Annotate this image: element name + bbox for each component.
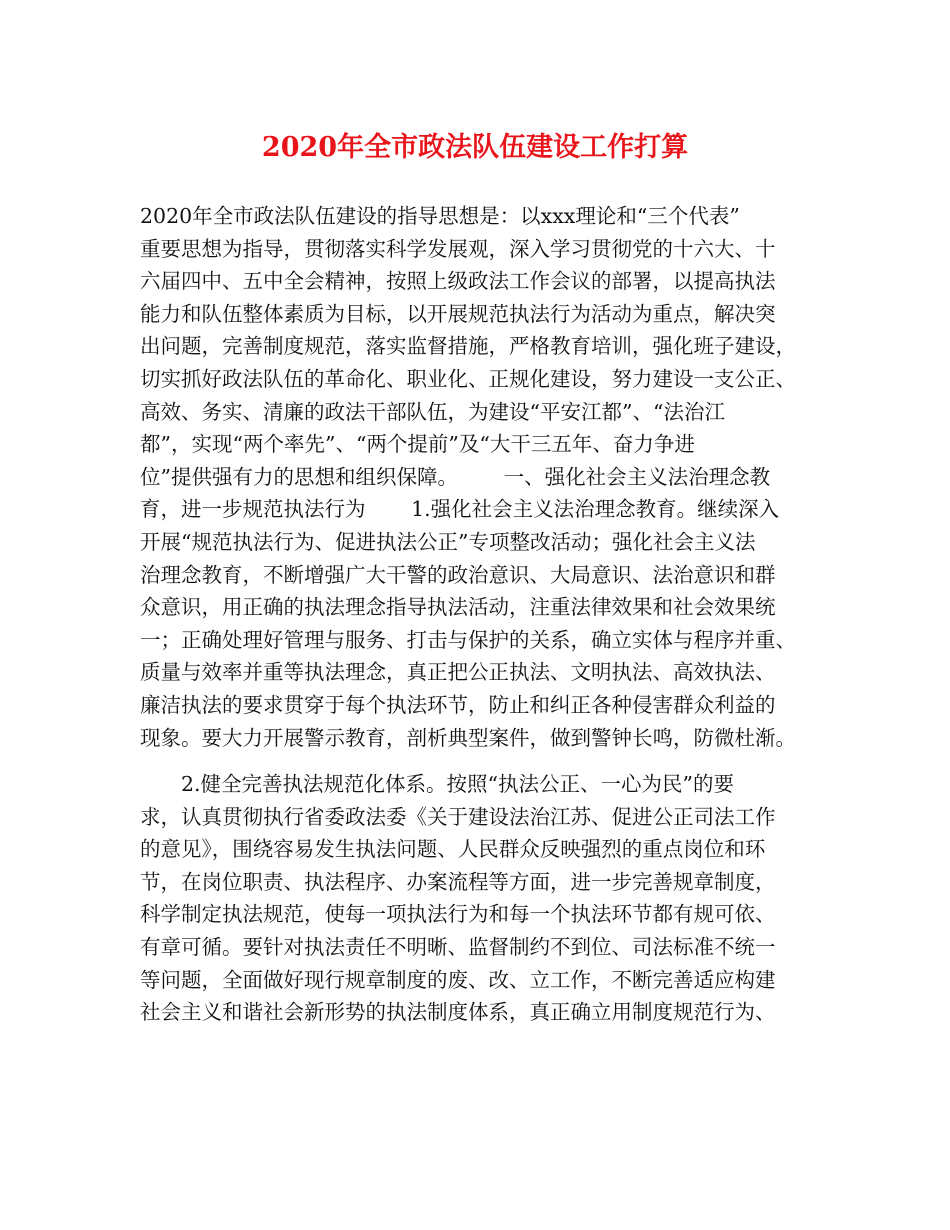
- text-line: 等问题，全面做好现行规章制度的废、改、立工作，不断完善适应构建: [140, 967, 776, 992]
- text-line: 廉洁执法的要求贯穿于每个执法环节，防止和纠正各种侵害群众利益的: [140, 692, 776, 717]
- text-line: 的意见》，围绕容易发生执法问题、人民群众反映强烈的重点岗位和环: [140, 837, 766, 862]
- text-line: 一；正确处理好管理与服务、打击与保护的关系，确立实体与程序并重、: [140, 627, 796, 652]
- text-line: 出问题，完善制度规范，落实监督措施，严格教育培训，强化班子建设，: [140, 334, 796, 359]
- text-line: 有章可循。要针对执法责任不明晰、监督制约不到位、司法标准不统一: [140, 935, 776, 960]
- text-line: 六届四中、五中全会精神，按照上级政法工作会议的部署，以提高执法: [140, 269, 776, 294]
- text-line: 现象。要大力开展警示教育，剖析典型案件，做到警钟长鸣，防微杜渐。: [140, 725, 796, 750]
- text-line: 质量与效率并重等执法理念，真正把公正执法、文明执法、高效执法、: [140, 660, 776, 685]
- text-line: 科学制定执法规范，使每一项执法行为和每一个执法环节都有规可依、: [140, 902, 776, 927]
- text-line: 重要思想为指导，贯彻落实科学发展观，深入学习贯彻党的十六大、十: [140, 236, 776, 261]
- text-line: 育，进一步规范执法行为 1.强化社会主义法治理念教育。继续深入: [140, 497, 780, 522]
- text-line: 开展“规范执法行为、促进执法公正”专项整改活动；强化社会主义法: [140, 529, 756, 554]
- text-line: 求，认真贯彻执行省委政法委《关于建设法治江苏、促进公正司法工作: [140, 804, 776, 829]
- text-line: 节，在岗位职责、执法程序、办案流程等方面，进一步完善规章制度，: [140, 869, 776, 894]
- text-line: 治理念教育，不断增强广大干警的政治意识、大局意识、法治意识和群: [140, 562, 776, 587]
- text-line: 2020年全市政法队伍建设的指导思想是：以xxx理论和“三个代表”: [140, 204, 740, 228]
- paragraph-spacer: [140, 754, 820, 768]
- text-line: 社会主义和谐社会新形势的执法制度体系，真正确立用制度规范行为、: [140, 1000, 776, 1025]
- document-body: [140, 200, 820, 1029]
- text-line: 切实抓好政法队伍的革命化、职业化、正规化建设，努力建设一支公正、: [140, 366, 796, 391]
- paragraph-1: [140, 200, 820, 754]
- text-line: 众意识，用正确的执法理念指导执法活动，注重法律效果和社会效果统: [140, 595, 776, 620]
- text-line: 位”提供强有力的思想和组织保障。 一、强化社会主义法治理念教: [140, 464, 771, 489]
- text-line: 高效、务实、清廉的政法干部队伍，为建设“平安江都”、“法治江: [140, 399, 725, 424]
- text-line: 2.健全完善执法规范化体系。按照“执法公正、一心为民”的要: [181, 772, 735, 797]
- text-line: 能力和队伍整体素质为目标，以开展规范执法行为活动为重点，解决突: [140, 301, 776, 326]
- text-line: 都”，实现“两个率先”、“两个提前”及“大干三五年、奋力争进: [140, 432, 695, 457]
- document-title: 2020年全市政法队伍建设工作打算: [261, 132, 689, 163]
- paragraph-2: [140, 768, 820, 1029]
